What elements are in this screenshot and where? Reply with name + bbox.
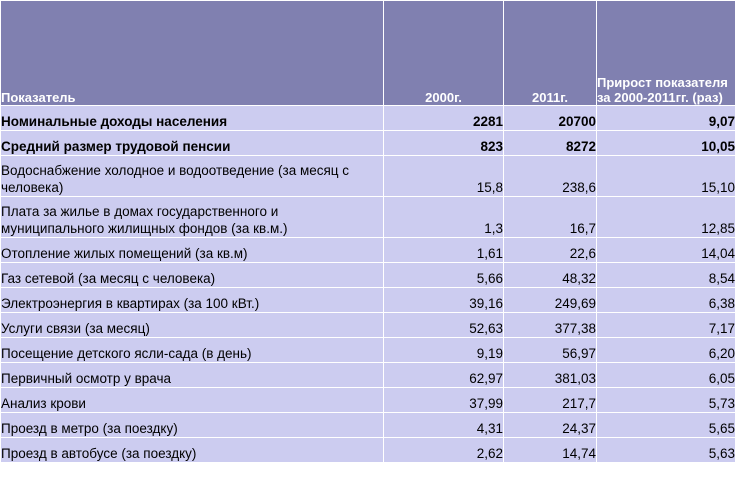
cell-indicator-label: Газ сетевой (за месяц с человека)	[1, 263, 384, 288]
table-row	[1, 288, 735, 313]
cell-indicator-label: Плата за жилье в домах государственного и муниципального жилищных фондов (за кв.м.)	[1, 197, 384, 238]
table-row	[1, 313, 735, 338]
cell-value-growth: 14,04	[597, 238, 735, 263]
cell-value-2011: 249,69	[504, 288, 597, 313]
table-row	[1, 106, 735, 131]
table-row	[1, 363, 735, 388]
cell-value-2000: 1,3	[384, 197, 504, 238]
table-body	[1, 106, 735, 463]
cell-value-2011: 20700	[504, 106, 597, 131]
cell-value-2011: 56,97	[504, 338, 597, 363]
table-row	[1, 131, 735, 156]
table-row	[1, 263, 735, 288]
cell-value-growth: 12,85	[597, 197, 735, 238]
cell-indicator-label: Номинальные доходы населения	[1, 106, 384, 131]
table-row	[1, 338, 735, 363]
cell-value-2011: 217,7	[504, 388, 597, 413]
cell-indicator-label: Отопление жилых помещений (за кв.м)	[1, 238, 384, 263]
cell-value-growth: 6,38	[597, 288, 735, 313]
cell-value-growth: 5,65	[597, 413, 735, 438]
cell-value-2011: 381,03	[504, 363, 597, 388]
cell-value-2011: 14,74	[504, 438, 597, 463]
cell-value-growth: 9,07	[597, 106, 735, 131]
column-header-indicator: Показатель	[1, 1, 384, 106]
cell-value-2000: 2,62	[384, 438, 504, 463]
cell-value-growth: 7,17	[597, 313, 735, 338]
cell-value-2000: 15,8	[384, 156, 504, 197]
cell-value-2011: 24,37	[504, 413, 597, 438]
cell-value-2011: 8272	[504, 131, 597, 156]
cell-indicator-label: Анализ крови	[1, 388, 384, 413]
cell-value-growth: 8,54	[597, 263, 735, 288]
cell-value-2011: 238,6	[504, 156, 597, 197]
cell-value-2000: 1,61	[384, 238, 504, 263]
cell-value-2000: 5,66	[384, 263, 504, 288]
table-header	[1, 1, 735, 106]
column-header-2011: 2011г.	[504, 1, 597, 106]
table-row	[1, 413, 735, 438]
cell-indicator-label: Посещение детского ясли-сада (в день)	[1, 338, 384, 363]
table-row	[1, 388, 735, 413]
cell-indicator-label: Проезд в автобусе (за поездку)	[1, 438, 384, 463]
table-header-row	[1, 1, 735, 106]
table-row	[1, 197, 735, 238]
table-row	[1, 238, 735, 263]
cell-value-2000: 9,19	[384, 338, 504, 363]
cell-indicator-label: Проезд в метро (за поездку)	[1, 413, 384, 438]
cell-value-growth: 6,20	[597, 338, 735, 363]
cell-indicator-label: Первичный осмотр у врача	[1, 363, 384, 388]
cell-value-2000: 52,63	[384, 313, 504, 338]
cell-value-growth: 10,05	[597, 131, 735, 156]
cell-value-2000: 2281	[384, 106, 504, 131]
column-header-2000: 2000г.	[384, 1, 504, 106]
cell-value-2000: 39,16	[384, 288, 504, 313]
cell-value-growth: 15,10	[597, 156, 735, 197]
cell-value-growth: 5,73	[597, 388, 735, 413]
table-row	[1, 438, 735, 463]
cell-value-2000: 37,99	[384, 388, 504, 413]
cell-indicator-label: Водоснабжение холодное и водоотведение (за месяц с человека)	[1, 156, 384, 197]
cell-value-2011: 16,7	[504, 197, 597, 238]
cell-value-2011: 22,6	[504, 238, 597, 263]
column-header-growth: Прирост показателя за 2000-2011гг. (раз)	[597, 1, 735, 106]
cell-indicator-label: Электроэнергия в квартирах (за 100 кВт.)	[1, 288, 384, 313]
cell-value-growth: 5,63	[597, 438, 735, 463]
cell-value-2000: 4,31	[384, 413, 504, 438]
cell-value-2000: 62,97	[384, 363, 504, 388]
cell-value-2000: 823	[384, 131, 504, 156]
cell-value-growth: 6,05	[597, 363, 735, 388]
cell-indicator-label: Средний размер трудовой пенсии	[1, 131, 384, 156]
table-row	[1, 156, 735, 197]
cell-value-2011: 377,38	[504, 313, 597, 338]
cell-indicator-label: Услуги связи (за месяц)	[1, 313, 384, 338]
cell-value-2011: 48,32	[504, 263, 597, 288]
